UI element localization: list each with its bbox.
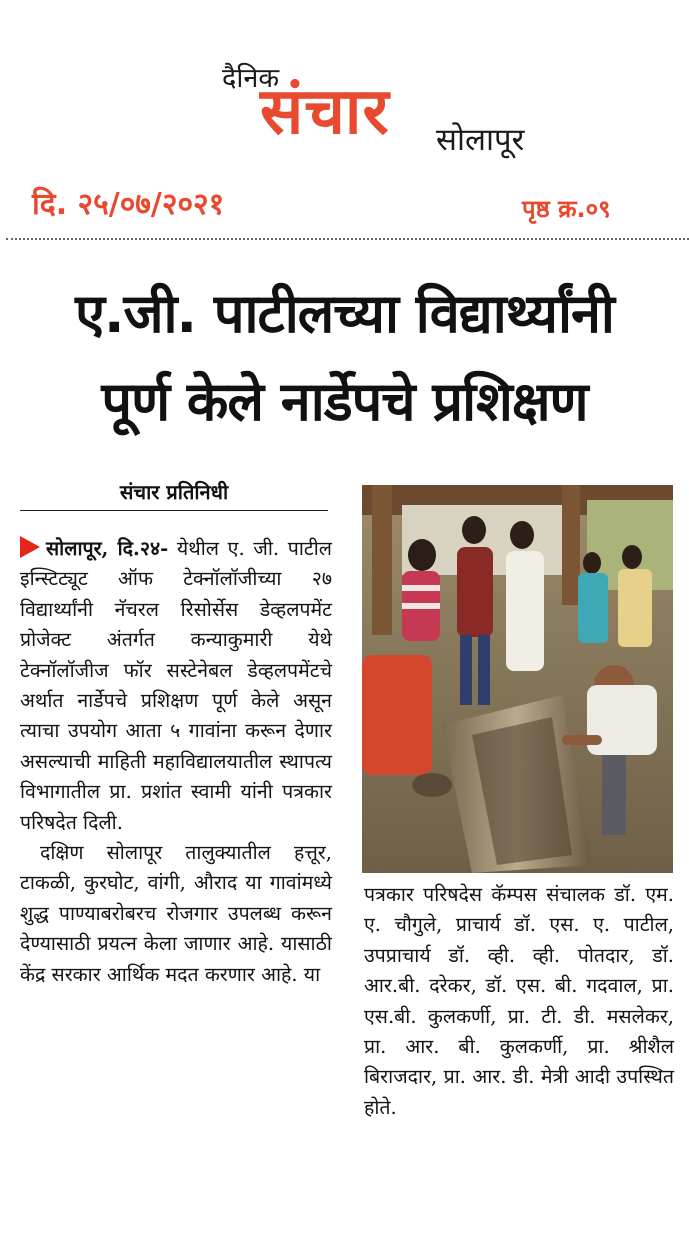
masthead-dainik: दैनिक — [222, 63, 280, 94]
article-column-left — [20, 534, 332, 990]
edition-date: दि. २५/०७/२०२१ — [32, 187, 225, 222]
news-photo — [362, 485, 673, 873]
article-headline — [0, 270, 689, 446]
article-paragraph-3: पत्रकार परिषदेस कॅम्पस संचालक डॉ. एम. ए. चौगुले, प्राचार्य डॉ. एस. ए. पाटील, उपप्राचार्य डॉ. व्ही. व्ही. पोतदार, डॉ. आर.बी. दरेकर, डॉ. एस. बी. गदवाल, प्रा. एस.बी. कुलकर्णी, प्रा. टी. डी. मसलेकर, प्रा. आर. बी. कुलकर्णी, प्रा. श्रीशैल बिराजदार, प्रा. आर. डी. मेत्री आदी उपस्थित होते. — [364, 883, 674, 1119]
dotted-divider — [6, 238, 689, 240]
masthead-city: सोलापूर — [436, 122, 525, 158]
photo-illustration — [362, 485, 673, 873]
headline-line-2: पूर्ण केले नार्डेपचे प्रशिक्षण — [101, 370, 588, 433]
headline-line-1: ए.जी. पाटीलच्या विद्यार्थ्यांनी — [75, 282, 614, 345]
masthead — [0, 0, 689, 180]
dateline: सोलापूर, दि.२४- — [46, 537, 169, 560]
article-paragraph-2: दक्षिण सोलापूर तालुक्यातील हत्तूर, टाकळी, कुरघोट, वांगी, औराद या गावांमध्ये शुद्ध पाण्याबरोबरच रोजगार उपलब्ध करून देण्यासाठी प्रयत्न केला जाणार आहे. यासाठी केंद्र सरकार आर्थिक मदत करणार आहे. या — [20, 841, 332, 986]
article-paragraph-1 — [20, 534, 332, 838]
arrow-bullet-icon — [20, 536, 40, 558]
page-number: पृष्ठ क्र.०९ — [522, 195, 611, 223]
masthead-brand-logo: संचार — [260, 75, 390, 149]
paragraph-1-text: येथील ए. जी. पाटील इन्स्टिट्यूट ऑफ टेक्नॉलॉजीच्या २७ विद्यार्थ्यांनी नॅचरल रिसोर्सेस डेव्हलपमेंट प्रोजेक्ट अंतर्गत कन्याकुमारी येथे टेक्नॉलॉजीज फॉर सस्टेनेबल डेव्हलपमेंटचे अर्थात नार्डेपचे प्रशिक्षण पूर्ण केले असून त्याचा उपयोग आता ५ गावांना करून देणार असल्याची माहिती महाविद्यालयातील स्थापत्य विभागातील प्रा. प्रशांत स्वामी यांनी पत्रकार परिषदेत दिली. — [20, 537, 332, 834]
byline: संचार प्रतिनिधी — [119, 480, 229, 504]
byline-rule — [20, 510, 328, 511]
article-column-right — [364, 880, 674, 1123]
